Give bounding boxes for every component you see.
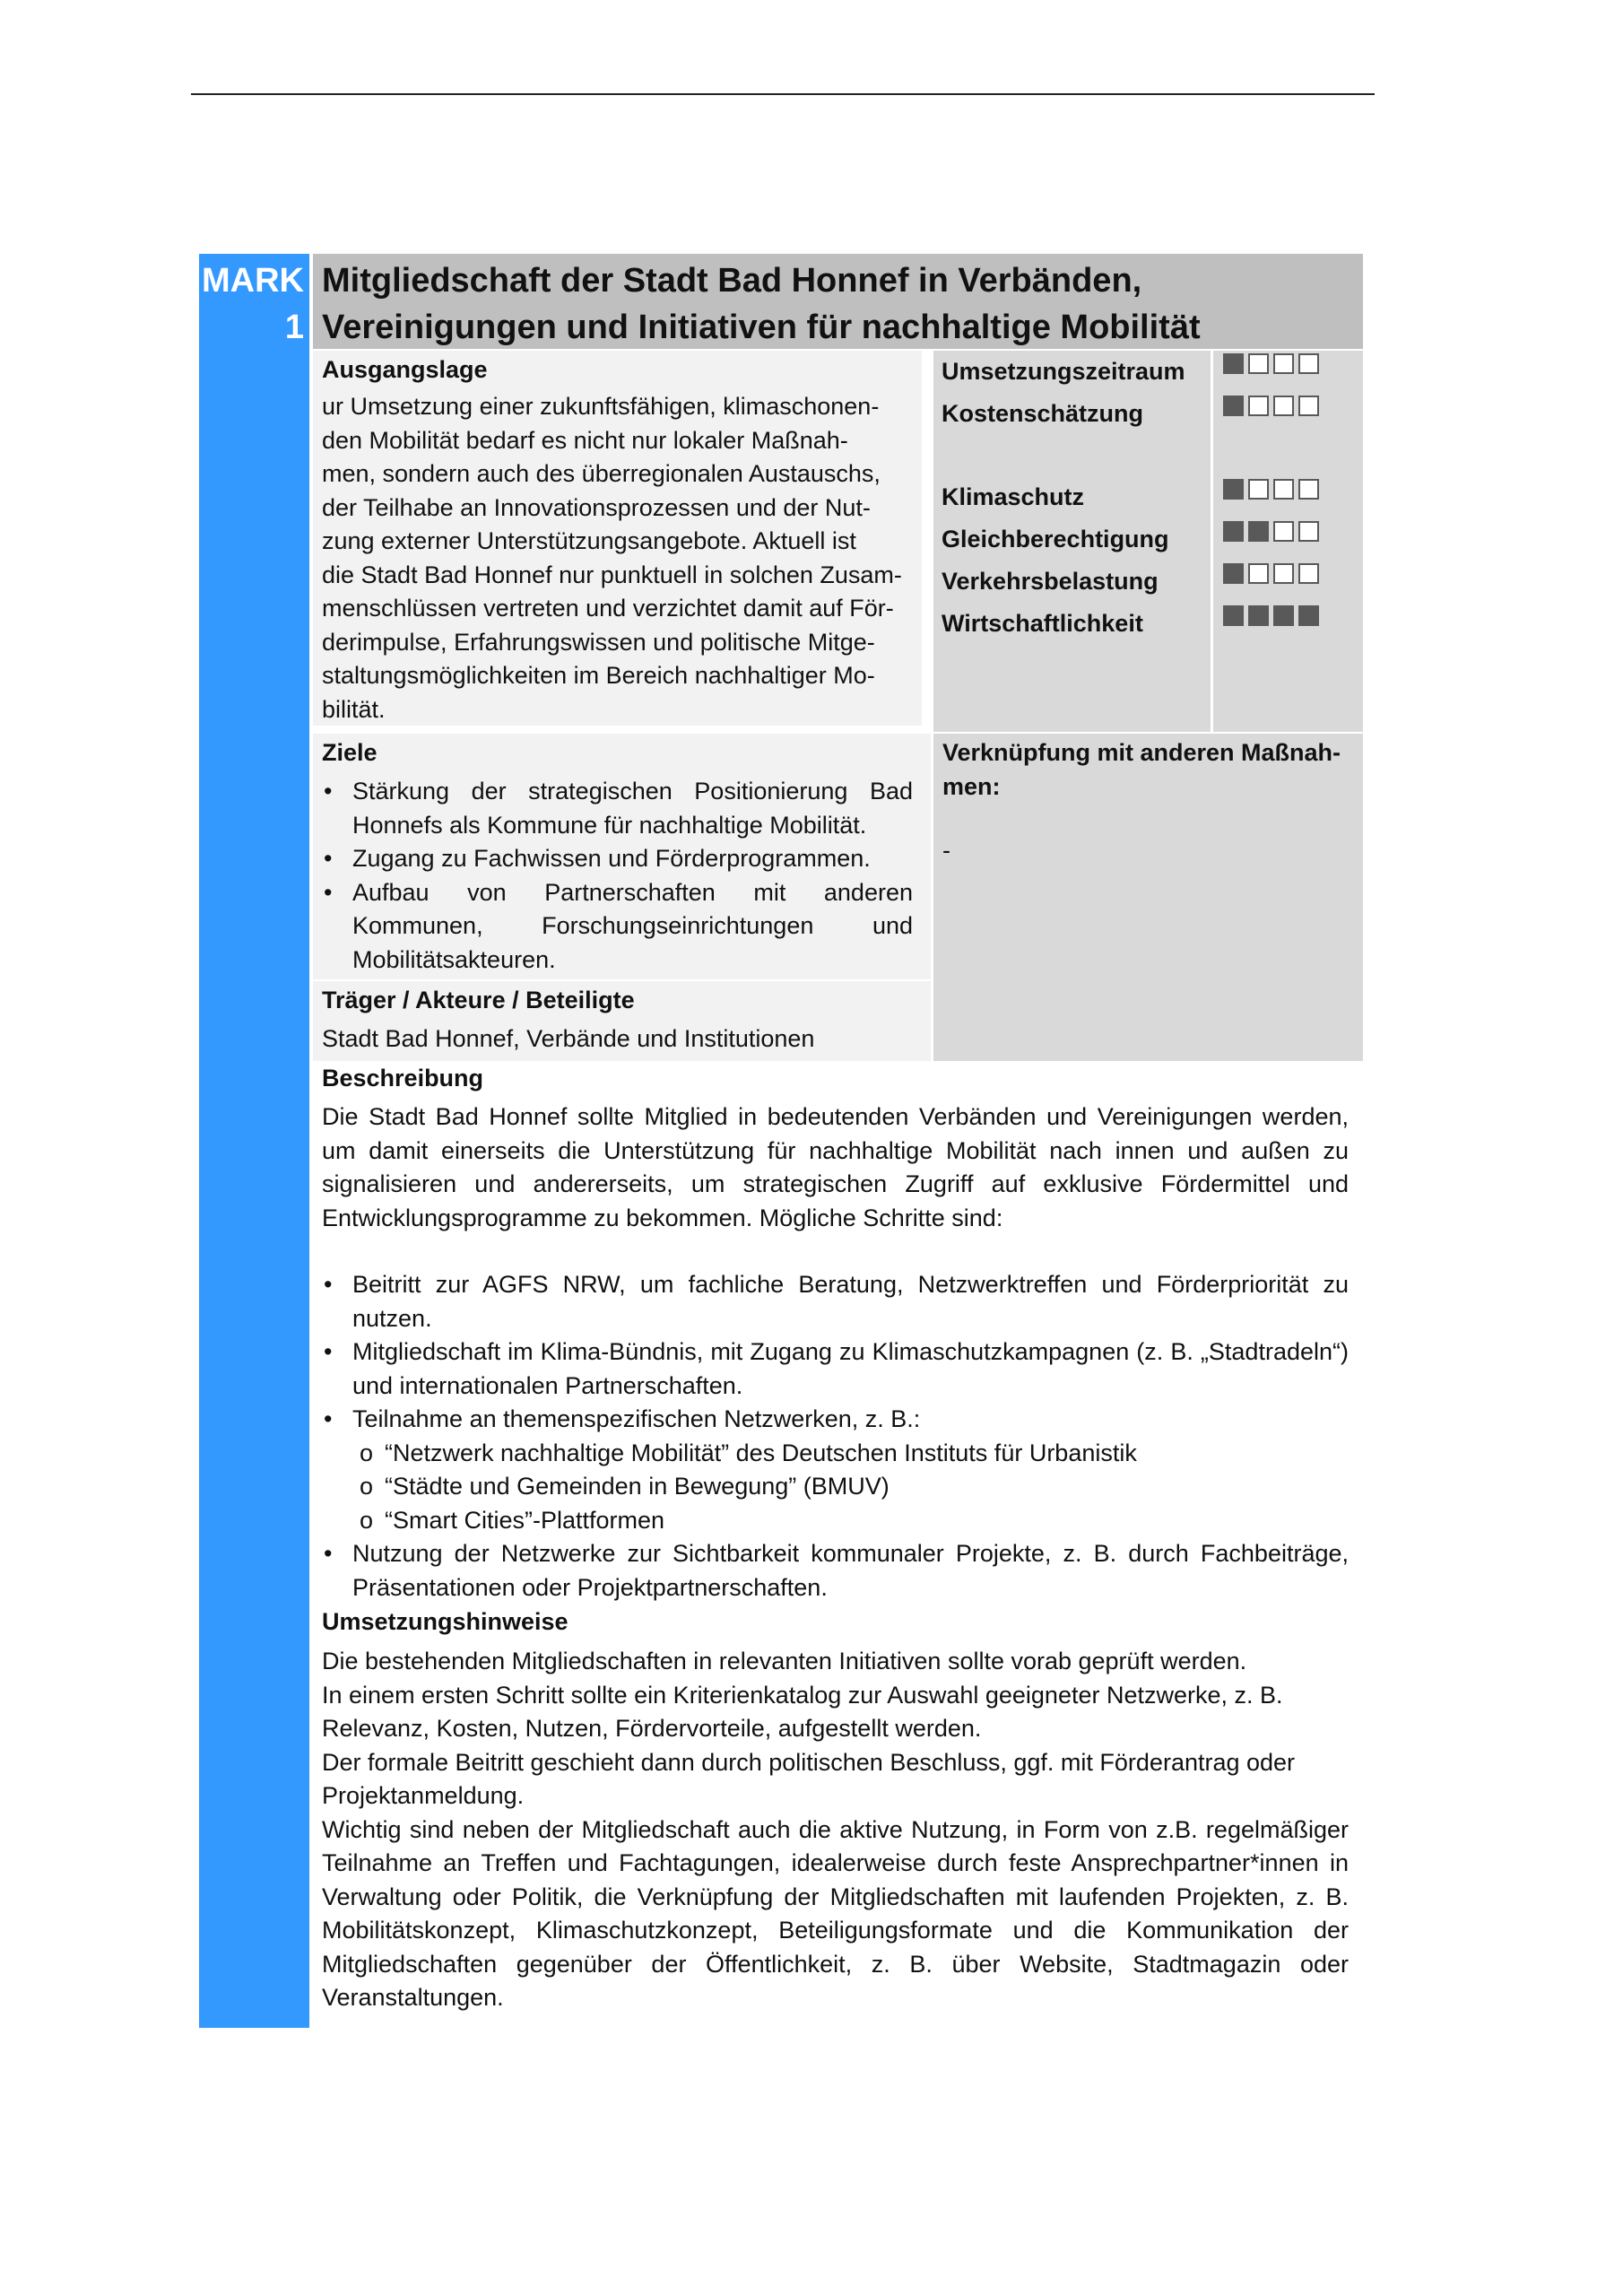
umsetzungshinweise-paragraph: Der formale Beitritt geschieht dann durch politischen Beschluss, ggf. mit Förderantrag oder Projektanmeldung.: [322, 1748, 1296, 1809]
header-rule: [191, 93, 1375, 95]
rating-square-empty: [1248, 479, 1269, 500]
rating-square-filled: [1248, 605, 1269, 626]
ausgangslage-line: bilität.: [322, 695, 386, 723]
ziele-label: Ziele: [322, 739, 378, 766]
rating-row: [942, 479, 1363, 515]
rating-square-empty: [1248, 563, 1269, 584]
rating-squares: [1223, 563, 1319, 584]
rating-square-filled: [1298, 605, 1319, 626]
rating-squares: [1223, 479, 1319, 500]
rating-label: Klimaschutz: [942, 483, 1085, 510]
verknuepfung-label: [942, 735, 1354, 804]
ausgangslage-line: men, sondern auch des überregionalen Austauschs,: [322, 460, 881, 487]
measure-code-bar: [199, 254, 309, 2028]
rating-square-empty: [1298, 353, 1319, 374]
traeger-label: Träger / Akteure / Beteiligte: [322, 987, 635, 1013]
beschreibung-step: • Teilnahme an themenspezifischen Netzwerken, z. B.:: [322, 1403, 1349, 1437]
rating-square-empty: [1298, 479, 1319, 500]
ziele-section: [313, 734, 931, 979]
ausgangslage-line: ur Umsetzung einer zukunftsfähigen, klimaschonen-: [322, 393, 880, 420]
network-item: o “Städte und Gemeinden in Bewegung” (BMUV): [322, 1470, 1349, 1504]
verknuepfung-value: -: [942, 837, 950, 864]
rating-label: Umsetzungszeitraum: [942, 358, 1185, 385]
rating-square-empty: [1273, 396, 1294, 416]
rating-square-empty: [1273, 563, 1294, 584]
ausgangslage-line: menschlüssen vertreten und verzichtet damit auf För-: [322, 595, 894, 622]
verknuepfung-label-line-2: men:: [942, 773, 1001, 800]
umsetzungshinweise-text: [322, 1645, 1349, 2015]
ausgangslage-section: [313, 351, 922, 726]
rating-square-empty: [1273, 521, 1294, 542]
umsetzungshinweise-label: Umsetzungshinweise: [322, 1608, 568, 1635]
beschreibung-steps: [322, 1268, 1349, 1437]
rating-square-empty: [1273, 479, 1294, 500]
rating-squares: [1223, 605, 1319, 626]
verknuepfung-label-line-1: Verknüpfung mit anderen Maßnah-: [942, 739, 1341, 766]
rating-square-filled: [1248, 521, 1269, 542]
rating-squares: [1223, 353, 1319, 374]
rating-row: [942, 521, 1363, 557]
beschreibung-step: • Mitgliedschaft im Klima-Bündnis, mit Zugang zu Klimaschutzkampagnen (z. B. „Stadtradeln“) und internationalen Partnerschaften.: [322, 1335, 1349, 1403]
rating-square-empty: [1273, 353, 1294, 374]
ziele-list: [322, 775, 913, 977]
umsetzungshinweise-paragraph: In einem ersten Schritt sollte ein Kriterienkatalog zur Auswahl geeigneter Netzwerke, z. B. Relevanz, Kosten, Nutzen, Fördervorteile, aufgestellt werden.: [322, 1681, 1283, 1742]
ausgangslage-text: [322, 390, 913, 726]
measure-code: MARK 1: [202, 262, 304, 346]
rating-square-empty: [1298, 521, 1319, 542]
rating-squares: [1223, 396, 1319, 416]
ausgangslage-line: die Stadt Bad Honnef nur punktuell in solchen Zusam-: [322, 561, 902, 588]
measure-title-line-2: Vereinigungen und Initiativen für nachhaltige Mobilität: [322, 309, 1201, 346]
rating-square-filled: [1223, 396, 1244, 416]
ausgangslage-line: staltungsmöglichkeiten im Bereich nachhaltiger Mo-: [322, 662, 875, 689]
rating-label: Verkehrsbelastung: [942, 568, 1159, 595]
rating-square-empty: [1248, 396, 1269, 416]
umsetzungshinweise-paragraph: Die bestehenden Mitgliedschaften in relevanten Initiativen sollte vorab geprüft werden.: [322, 1648, 1247, 1674]
rating-squares: [1223, 521, 1319, 542]
traeger-value: Stadt Bad Honnef, Verbände und Institutionen: [322, 1025, 815, 1052]
ausgangslage-line: zung externer Unterstützungsangebote. Aktuell ist: [322, 527, 856, 554]
rating-label: Kostenschätzung: [942, 400, 1144, 427]
ausgangslage-line: derimpulse, Erfahrungswissen und politische Mitge-: [322, 628, 875, 656]
beschreibung-steps-cont: [322, 1537, 1349, 1605]
network-item: o “Smart Cities”-Plattformen: [322, 1504, 1349, 1538]
rating-square-empty: [1248, 353, 1269, 374]
verknuepfung-section: [933, 734, 1363, 1061]
rating-square-filled: [1223, 353, 1244, 374]
measure-title: [313, 254, 1363, 349]
description-section: [313, 1061, 1363, 2015]
rating-square-filled: [1273, 605, 1294, 626]
ziele-item: • Stärkung der strategischen Positionierung Bad Honnefs als Kommune für nachhaltige Mobilität.: [322, 775, 913, 842]
rating-row: [942, 605, 1363, 641]
rating-row: [942, 563, 1363, 599]
rating-square-filled: [1223, 605, 1244, 626]
rating-square-filled: [1223, 521, 1244, 542]
ziele-item: • Aufbau von Partnerschaften mit anderen Kommunen, Forschungseinrichtungen und Mobilitätsakteuren.: [322, 876, 913, 978]
umsetzungshinweise-paragraph: Wichtig sind neben der Mitgliedschaft auch die aktive Nutzung, in Form von z.B. regelmäßiger Teilnahme an Treffen und Fachtagungen, idealerweise durch feste Ansprechpartner*innen in Verwaltung oder Politik, die Verknüpfung der Mitgliedschaften mit laufenden Projekten, z. B. Mobilitätskonzept, Klimaschutzkonzept, Beteiligungsformate und die Kommunikation der Mitgliedschaften gegenüber der Öffentlichkeit, z. B. über Website, Stadtmagazin oder Veranstaltungen.: [322, 1815, 1349, 2011]
beschreibung-label: Beschreibung: [322, 1065, 484, 1091]
measure-title-line-1: Mitgliedschaft der Stadt Bad Honnef in Verbänden,: [322, 262, 1142, 300]
rating-square-empty: [1298, 563, 1319, 584]
rating-square-empty: [1298, 396, 1319, 416]
beschreibung-intro: Die Stadt Bad Honnef sollte Mitglied in bedeutenden Verbänden und Vereinigungen werden, um damit einerseits die Unterstützung für nachhaltige Mobilität nach innen und außen zu signalisieren und andererseits, um strategischen Zugriff auf exklusive Fördermittel und Entwicklungsprogramme zu bekommen. Mögliche Schritte sind:: [322, 1103, 1349, 1231]
beschreibung-step: • Beitritt zur AGFS NRW, um fachliche Beratung, Netzwerktreffen und Förderpriorität zu nutzen.: [322, 1268, 1349, 1335]
rating-row: [942, 396, 1363, 431]
beschreibung-step: • Nutzung der Netzwerke zur Sichtbarkeit kommunaler Projekte, z. B. durch Fachbeiträge, Präsentationen oder Projektpartnerschaften.: [322, 1537, 1349, 1605]
network-item: o “Netzwerk nachhaltige Mobilität” des Deutschen Instituts für Urbanistik: [322, 1437, 1349, 1471]
ausgangslage-label: Ausgangslage: [322, 356, 488, 383]
traeger-section: [313, 981, 931, 1061]
ausgangslage-line: der Teilhabe an Innovationsprozessen und der Nut-: [322, 493, 871, 521]
rating-square-filled: [1223, 563, 1244, 584]
rating-label: Wirtschaftlichkeit: [942, 610, 1143, 637]
ausgangslage-line: den Mobilität bedarf es nicht nur lokaler Maßnah-: [322, 426, 848, 454]
rating-label: Gleichberechtigung: [942, 526, 1169, 552]
rating-row: [942, 353, 1363, 389]
rating-square-filled: [1223, 479, 1244, 500]
network-list: [322, 1437, 1349, 1538]
ziele-item: • Zugang zu Fachwissen und Förderprogrammen.: [322, 842, 913, 876]
